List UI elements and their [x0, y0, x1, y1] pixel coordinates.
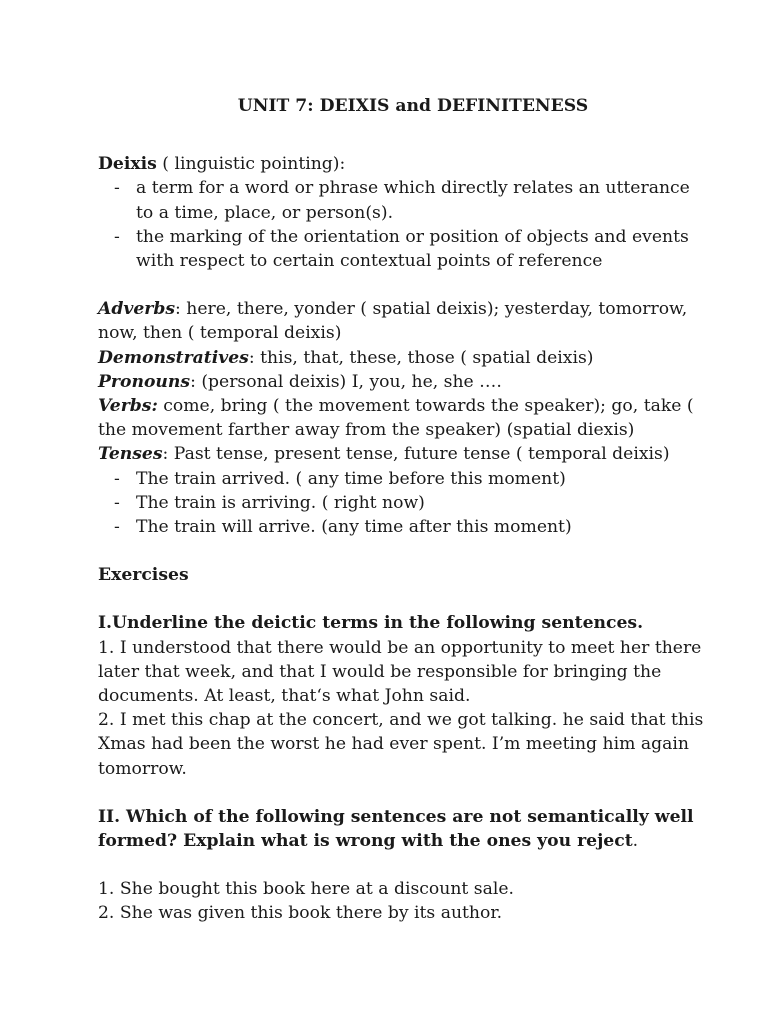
dash-bullet: -	[114, 178, 120, 199]
category-term: Pronouns	[98, 371, 191, 392]
list-item: - The train is arriving. ( right now)	[98, 491, 710, 515]
spacer	[98, 539, 710, 563]
exercises-heading: Exercises	[98, 565, 189, 586]
page-title: UNIT 7: DEIXIS and DEFINITENESS	[237, 96, 589, 116]
list-item: - The train arrived. ( any time before this moment)	[98, 467, 710, 491]
spacer	[98, 781, 710, 805]
deixis-term: Deixis	[98, 154, 157, 175]
exercise-2-instruction: II. Which of the following sentences are not semantically well formed? Explain what is wrong with the ones you reject.	[98, 806, 694, 852]
category-verbs: Verbs: come, bring ( the movement towards the speaker); go, take ( the movement farther away from the speaker) (spatial diexis)	[98, 396, 694, 441]
tense-examples-list	[98, 467, 710, 540]
deixis-intro: ( linguistic pointing):	[156, 154, 346, 175]
category-adverbs: Adverbs: here, there, yonder ( spatial deixis); yesterday, tomorrow, now, then ( temporal deixis)	[98, 299, 688, 344]
spacer	[98, 853, 710, 877]
document-body	[98, 94, 710, 926]
exercise-1-item: 2. I met this chap at the concert, and we got talking. he said that this Xmas had been the worst he had ever spent. I’m meeting him again tomorrow.	[98, 710, 704, 779]
list-item: - a term for a word or phrase which directly relates an utterance to a time, place, or person(s).	[114, 178, 690, 223]
exercise-1-item: 1. I understood that there would be an opportunity to meet her there later that week, and that I would be responsible for bringing the documents. At least, that‘s what John said.	[98, 637, 702, 707]
dash-bullet: -	[114, 226, 120, 247]
exercise-1-instruction: I.Underline the deictic terms in the following sentences.	[98, 613, 644, 634]
deixis-definition-line	[98, 152, 710, 176]
list-item: - the marking of the orientation or position of objects and events with respect to certain contextual points of reference	[114, 226, 689, 272]
category-pronouns: Pronouns: (personal deixis) I, you, he, she ….	[98, 371, 502, 392]
deixis-definition-list	[98, 176, 710, 273]
dash-bullet: -	[114, 492, 120, 513]
category-term: Adverbs	[98, 299, 176, 320]
category-tenses: Tenses: Past tense, present tense, future tense ( temporal deixis)	[98, 444, 670, 465]
category-term: Verbs:	[98, 396, 158, 417]
exercise-2-item: 2. She was given this book there by its author.	[98, 903, 503, 924]
list-item: - The train will arrive. (any time after this moment)	[98, 515, 710, 539]
category-demonstratives: Demonstratives: this, that, these, those ( spatial deixis)	[98, 347, 594, 368]
category-term: Tenses	[98, 444, 163, 465]
dash-bullet: -	[114, 517, 120, 538]
category-term: Demonstratives	[98, 347, 249, 368]
spacer	[98, 587, 710, 611]
exercise-2-item: 1. She bought this book here at a discount sale.	[98, 879, 514, 900]
dash-bullet: -	[114, 468, 120, 489]
spacer	[98, 273, 710, 297]
